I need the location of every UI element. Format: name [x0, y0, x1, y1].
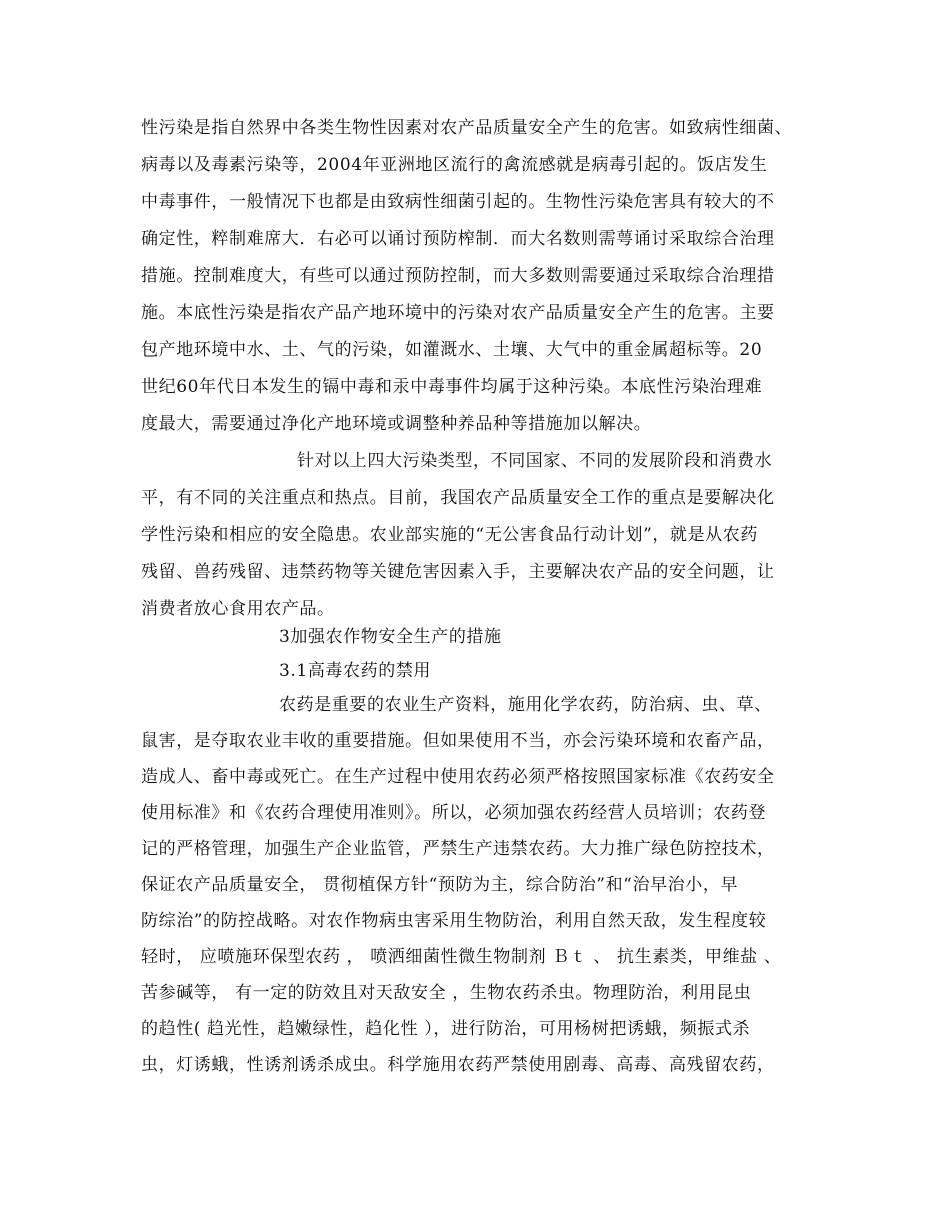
paragraph-1-line-7: 包产地环境中水、土、气的污染，如灌溉水、土壤、大气中的重金属超标等。20: [141, 340, 763, 360]
paragraph-3-line-10: 的趋性( 趋光性，趋嫩绿性，趋化性 ），进行防治，可用杨树把诱蛾，频振式杀: [141, 1019, 751, 1039]
paragraph-2-line-2: 平，有不同的关注重点和热点。目前，我国农产品质量安全工作的重点是要解决化: [141, 488, 775, 508]
paragraph-3-line-11: 虫，灯诱蛾，性诱剂诱杀成虫。科学施用农药严禁使用剧毒、高毒、高残留农药，: [141, 1055, 775, 1075]
paragraph-3-line-5: 记的严格管理，加强生产企业监管，严禁生产违禁农药。大力推广绿色防控技术，: [141, 839, 775, 859]
paragraph-1-line-5: 措施。控制难度大，有些可以通过预防控制，而大多数则需要通过采取综合治理措: [141, 266, 775, 286]
paragraph-1-line-1: 性污染是指自然界中各类生物性因素对农产品质量安全产生的危害。如致病性细菌、: [141, 118, 793, 138]
paragraph-1-line-8: 世纪60年代日本发生的镉中毒和汞中毒事件均属于这种污染。本底性污染治理难: [141, 377, 763, 397]
paragraph-1-line-4: 确定性，粹制难席大．右必可以诵讨预防榨制．而大名数则需萼诵讨采取综合治理: [141, 229, 775, 249]
paragraph-3-line-8: 轻时， 应喷施环保型农药 ， 喷洒细菌性微生物制剂 Ｂｔ 、 抗生素类，甲维盐 、: [141, 947, 782, 967]
paragraph-3-line-4: 使用标准》和《农药合理使用准则》。所以，必须加强农药经营人员培训；农药登: [141, 803, 767, 823]
paragraph-1-line-6: 施。本底性污染是指农产品产地环境中的污染对农产品质量安全产生的危害。主要: [141, 303, 775, 323]
paragraph-2-line-4: 残留、兽药残留、违禁药物等关键危害因素入手，主要解决农产品的安全问题，让: [141, 562, 775, 582]
paragraph-3-line-3: 造成人、畜中毒或死亡。在生产过程中使用农药必须严格按照国家标准《农药安全: [141, 767, 775, 787]
paragraph-1-line-2: 病毒以及毒素污染等，2004年亚洲地区流行的禽流感就是病毒引起的。饭店发生: [141, 155, 768, 175]
section-heading: 3加强农作物安全生产的措施: [279, 627, 502, 647]
paragraph-2-line-3: 学性污染和相应的安全隐患。农业部实施的“无公害食品行动计划”，就是从农药: [141, 525, 758, 545]
paragraph-2-line-1: 针对以上四大污染类型，不同国家、不同的发展阶段和消费水: [297, 451, 773, 471]
paragraph-3-line-7: 防综治”的防控战略。对农作物病虫害采用生物防治，利用自然天敌，发生程度较: [141, 911, 767, 931]
subsection-heading: 3.1高毒农药的禁用: [279, 661, 432, 681]
paragraph-3-line-2: 鼠害，是夺取农业丰收的重要措施。但如果使用不当，亦会污染环境和农畜产品，: [141, 731, 775, 751]
paragraph-1-line-3: 中毒事件，一般情况下也都是由致病性细菌引起的。生物性污染危害具有较大的不: [141, 192, 775, 212]
paragraph-1-line-9: 度最大，需要通过净化产地环境或调整种养品种等措施加以解决。: [141, 414, 652, 434]
paragraph-3-line-6: 保证农产品质量安全， 贯彻植保方针“预防为主，综合防治”和“治早治小，早: [141, 875, 739, 895]
paragraph-3-line-1: 农药是重要的农业生产资料，施用化学农药，防治病、虫、草、: [279, 695, 772, 715]
paragraph-3-line-9: 苦参碱等， 有一定的防效且对天敌安全 ，生物农药杀虫。物理防治，利用昆虫: [141, 983, 752, 1003]
paragraph-2-line-5: 消费者放心食用农产品。: [141, 599, 335, 619]
